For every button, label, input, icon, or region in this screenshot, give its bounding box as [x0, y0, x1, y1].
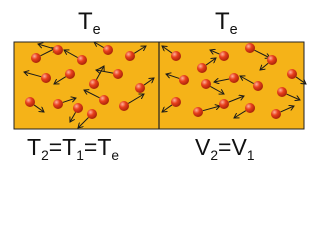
- right-particle: [197, 63, 207, 73]
- right-particle: [245, 43, 255, 53]
- right-particle: [219, 99, 229, 109]
- left-particle: [53, 45, 63, 55]
- right-equation-label: $V_2=V_1$: [195, 134, 255, 163]
- left-particle: [53, 99, 63, 109]
- right-particle: [179, 75, 189, 85]
- right-particle: [245, 103, 255, 113]
- left-temperature-label: $T_e$: [78, 8, 101, 39]
- left-particle: [77, 55, 87, 65]
- left-particle: [135, 83, 145, 93]
- right-temperature-label: $T_e$: [215, 8, 238, 39]
- right-particle: [219, 51, 229, 61]
- left-particle: [125, 51, 135, 61]
- right-particle: [287, 69, 297, 79]
- left-particle: [103, 45, 113, 55]
- right-particle: [271, 109, 281, 119]
- right-particle: [229, 73, 239, 83]
- left-particle: [73, 103, 83, 113]
- left-particle: [113, 69, 123, 79]
- right-particle: [201, 79, 211, 89]
- left-particle: [99, 95, 109, 105]
- left-particle: [65, 69, 75, 79]
- right-particle: [171, 97, 181, 107]
- left-equation-label: $T_2=T_1=T_e$: [27, 134, 120, 163]
- left-particle: [31, 53, 41, 63]
- right-particle: [267, 55, 277, 65]
- left-particle: [87, 109, 97, 119]
- right-particle: [171, 51, 181, 61]
- left-particle: [41, 73, 51, 83]
- left-particle: [25, 97, 35, 107]
- right-particle: [193, 107, 203, 117]
- left-particle: [89, 79, 99, 89]
- right-particle: [253, 81, 263, 91]
- right-particle: [277, 87, 287, 97]
- left-particle: [119, 101, 129, 111]
